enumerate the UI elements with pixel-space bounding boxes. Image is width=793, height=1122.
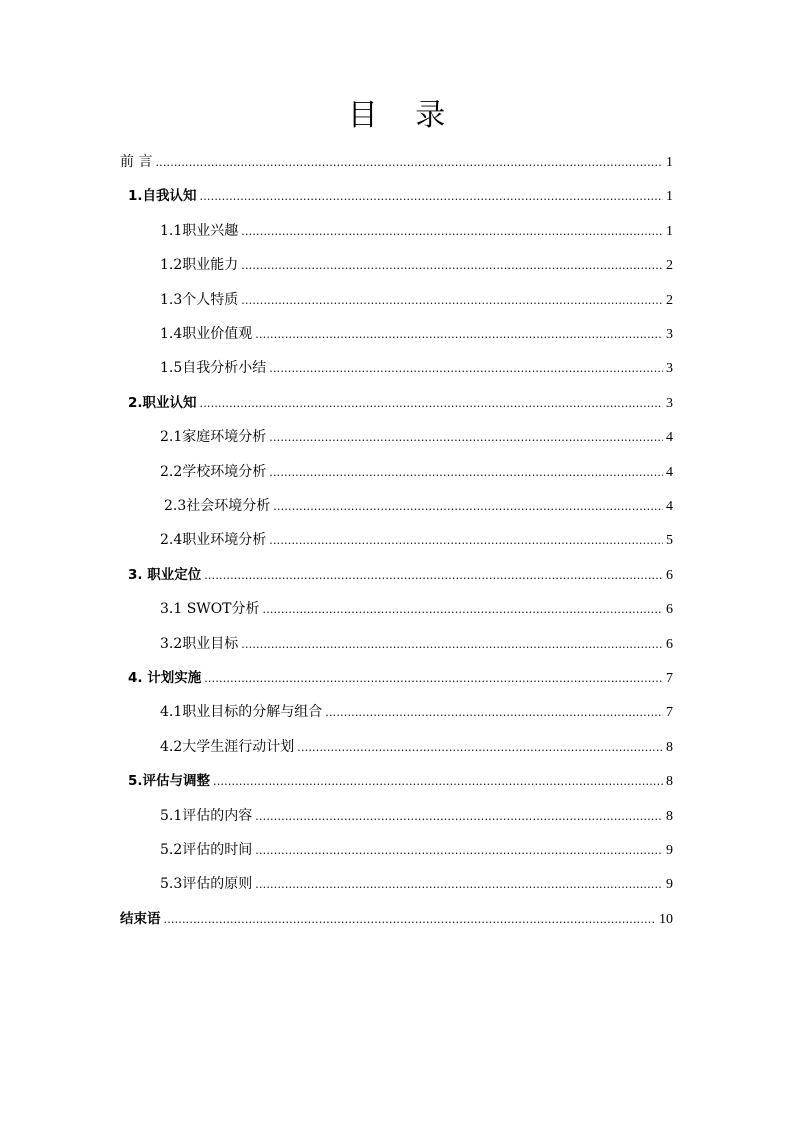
toc-entry[interactable] <box>160 426 673 448</box>
toc-entry-label: 2.1家庭环境分析 <box>160 429 267 445</box>
toc-entry-page-number: 6 <box>666 637 673 652</box>
toc-entry-page-number: 10 <box>659 912 673 927</box>
toc-dot-leader <box>241 634 663 656</box>
toc-entry-label: 1.1职业兴趣 <box>160 223 239 239</box>
toc-dot-leader <box>269 427 663 449</box>
toc-entry-page-number: 1 <box>666 155 673 170</box>
toc-dot-leader <box>255 840 663 862</box>
toc-dot-leader <box>255 806 663 828</box>
toc-entry-label: 5.评估与调整 <box>128 773 211 789</box>
toc-entry-page-number: 5 <box>666 533 673 548</box>
toc-entry-label: 5.3评估的原则 <box>160 876 253 892</box>
toc-entry-page-number: 6 <box>666 602 673 617</box>
toc-entry-page-number: 3 <box>666 396 673 411</box>
toc-entry-page-number: 8 <box>666 740 673 755</box>
toc-entry-label: 1.5自我分析小结 <box>160 360 267 376</box>
toc-dot-leader <box>204 565 663 587</box>
toc-dot-leader <box>325 702 663 724</box>
toc-entry-page-number: 6 <box>666 568 673 583</box>
toc-dot-leader <box>241 290 663 312</box>
toc-entry-label: 1.2职业能力 <box>160 257 239 273</box>
toc-entry-page-number: 8 <box>666 809 673 824</box>
toc-entry-label: 5.1评估的内容 <box>160 808 253 824</box>
toc-entry-label: 结束语 <box>120 911 161 927</box>
toc-entry[interactable] <box>160 873 673 895</box>
toc-entry-page-number: 1 <box>666 189 673 204</box>
toc-dot-leader <box>273 496 663 518</box>
toc-dot-leader <box>204 668 663 690</box>
toc-entry-page-number: 7 <box>666 671 673 686</box>
toc-entry-label: 2.4职业环境分析 <box>160 532 267 548</box>
toc-entry-page-number: 4 <box>666 499 673 514</box>
toc-entry[interactable] <box>160 805 673 827</box>
toc-entry-label: 4.2大学生涯行动计划 <box>160 739 295 755</box>
toc-dot-leader <box>164 909 657 931</box>
toc-dot-leader <box>241 221 663 243</box>
toc-entry-label: 1.自我认知 <box>128 188 197 204</box>
toc-dot-leader <box>263 599 663 621</box>
toc-dot-leader <box>213 771 663 793</box>
toc-entry[interactable] <box>160 357 673 379</box>
toc-title: 目 录 <box>347 98 460 133</box>
toc-entry-page-number: 8 <box>666 774 673 789</box>
toc-entry-label: 4. 计划实施 <box>128 670 202 686</box>
toc-entry-label: 2.3社会环境分析 <box>164 498 271 514</box>
toc-entry-label: 前 言 <box>120 154 153 170</box>
toc-dot-leader <box>155 152 663 174</box>
toc-entry[interactable] <box>160 529 673 551</box>
toc-dot-leader <box>269 530 663 552</box>
toc-entry[interactable] <box>160 220 673 242</box>
toc-entry[interactable] <box>164 495 673 517</box>
toc-entry[interactable] <box>160 736 673 758</box>
toc-dot-leader <box>255 324 663 346</box>
toc-entry-label: 2.职业认知 <box>128 395 197 411</box>
toc-entry[interactable] <box>160 839 673 861</box>
toc-entry-page-number: 1 <box>666 224 673 239</box>
toc-entry-page-number: 7 <box>666 705 673 720</box>
toc-entry[interactable] <box>128 667 673 689</box>
toc-entry[interactable] <box>128 564 673 586</box>
toc-entry[interactable] <box>160 323 673 345</box>
toc-entry-label: 1.3个人特质 <box>160 292 239 308</box>
toc-entry-page-number: 3 <box>666 361 673 376</box>
toc-entry[interactable] <box>160 598 673 620</box>
toc-entry-label: 5.2评估的时间 <box>160 842 253 858</box>
toc-dot-leader <box>269 358 663 380</box>
toc-entry-page-number: 3 <box>666 327 673 342</box>
toc-entry-page-number: 9 <box>666 877 673 892</box>
toc-dot-leader <box>200 393 663 415</box>
toc-entry[interactable] <box>120 151 673 173</box>
toc-entry-label: 3. 职业定位 <box>128 567 202 583</box>
toc-dot-leader <box>200 186 663 208</box>
toc-entry[interactable] <box>128 770 673 792</box>
toc-entry[interactable] <box>160 461 673 483</box>
toc-entry-page-number: 4 <box>666 430 673 445</box>
toc-entry[interactable] <box>120 908 673 930</box>
toc-entry-page-number: 4 <box>666 465 673 480</box>
toc-entry-page-number: 2 <box>666 258 673 273</box>
toc-entry[interactable] <box>160 254 673 276</box>
toc-entry-label: 3.2职业目标 <box>160 636 239 652</box>
toc-entry[interactable] <box>160 701 673 723</box>
toc-entry[interactable] <box>160 289 673 311</box>
toc-entry-label: 4.1职业目标的分解与组合 <box>160 704 323 720</box>
toc-entry-label: 3.1 SWOT分析 <box>160 601 260 617</box>
toc-entry[interactable] <box>128 185 673 207</box>
toc-dot-leader <box>297 737 663 759</box>
toc-dot-leader <box>241 255 663 277</box>
toc-entry[interactable] <box>128 392 673 414</box>
toc-entry-label: 2.2学校环境分析 <box>160 464 267 480</box>
toc-dot-leader <box>269 462 663 484</box>
toc-dot-leader <box>255 874 663 896</box>
toc-entry-page-number: 9 <box>666 843 673 858</box>
toc-entry-page-number: 2 <box>666 293 673 308</box>
toc-entry-label: 1.4职业价值观 <box>160 326 253 342</box>
toc-entry[interactable] <box>160 633 673 655</box>
